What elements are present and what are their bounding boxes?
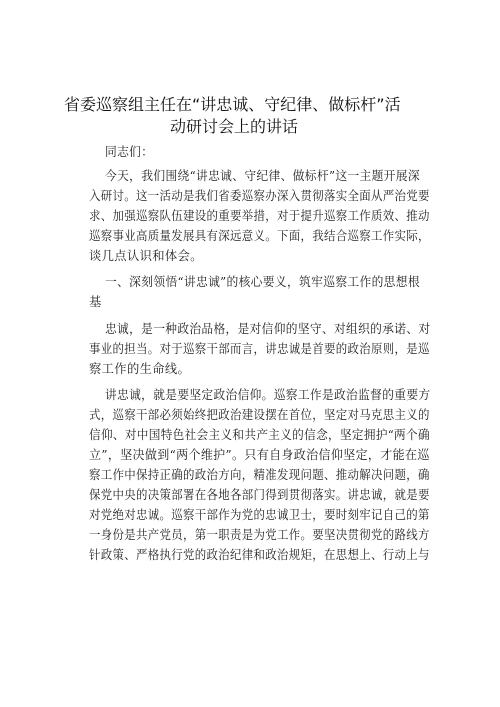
document-title-line-2: 动研讨会上的讲话 <box>170 117 299 136</box>
section-heading-line: 一、深刻领悟“讲忠诚”的核心要义，筑牢巡察工作的思想根 <box>105 275 420 289</box>
paragraph-line: 立”，坚决做到“两个维护”。只有自身政治信仰坚定，才能在巡 <box>89 448 430 462</box>
salutation: 同志们： <box>105 145 154 159</box>
paragraph-line: 事业的担当。对于巡察干部而言，讲忠诚是首要的政治原则，是巡 <box>89 342 430 356</box>
paragraph-line: 入研讨。这一活动是我们省委巡察办深入贯彻落实全面从严治党要 <box>89 189 430 203</box>
paragraph-line: 今天，我们围绕“讲忠诚、守纪律、做标杆”这一主题开展深 <box>105 169 420 183</box>
paragraph-line: 察工作中保持正确的政治方向，精准发现问题、推动解决问题，确 <box>89 468 430 482</box>
paragraph-line: 巡察事业高质量发展具有深远意义。下面，我结合巡察工作实际， <box>89 229 430 243</box>
paragraph-line: 讲忠诚，就是要坚定政治信仰。巡察工作是政治监督的重要方 <box>105 388 431 402</box>
paragraph-line: 谈几点认识和体会。 <box>89 249 203 263</box>
paragraph-line: 忠诚，是一种政治品格，是对信仰的坚守、对组织的承诺、对 <box>105 322 431 336</box>
paragraph-line: 针政策、严格执行党的政治纪律和政治规矩，在思想上、行动上与 <box>89 548 430 562</box>
paragraph-line: 一身份是共产党员，第一职责是为党工作。要坚决贯彻党的路线方 <box>89 528 430 542</box>
document-title-line-1: 省委巡察组主任在“讲忠诚、守纪律、做标杆”活 <box>64 95 401 114</box>
section-heading-line: 基 <box>89 295 102 309</box>
paragraph-line: 求、加强巡察队伍建设的重要举措，对于提升巡察工作质效、推动 <box>89 209 430 223</box>
paragraph-line: 察工作的生命线。 <box>89 362 191 376</box>
paragraph-line: 式，巡察干部必须始终把政治建设摆在首位，坚定对马克思主义的 <box>89 408 430 422</box>
paragraph-line: 保党中央的决策部署在各地各部门得到贯彻落实。讲忠诚，就是要 <box>89 488 430 502</box>
paragraph-line: 对党绝对忠诚。巡察干部作为党的忠诚卫士，要时刻牢记自己的第 <box>89 508 430 522</box>
paragraph-line: 信仰、对中国特色社会主义和共产主义的信念，坚定拥护“两个确 <box>89 428 430 442</box>
